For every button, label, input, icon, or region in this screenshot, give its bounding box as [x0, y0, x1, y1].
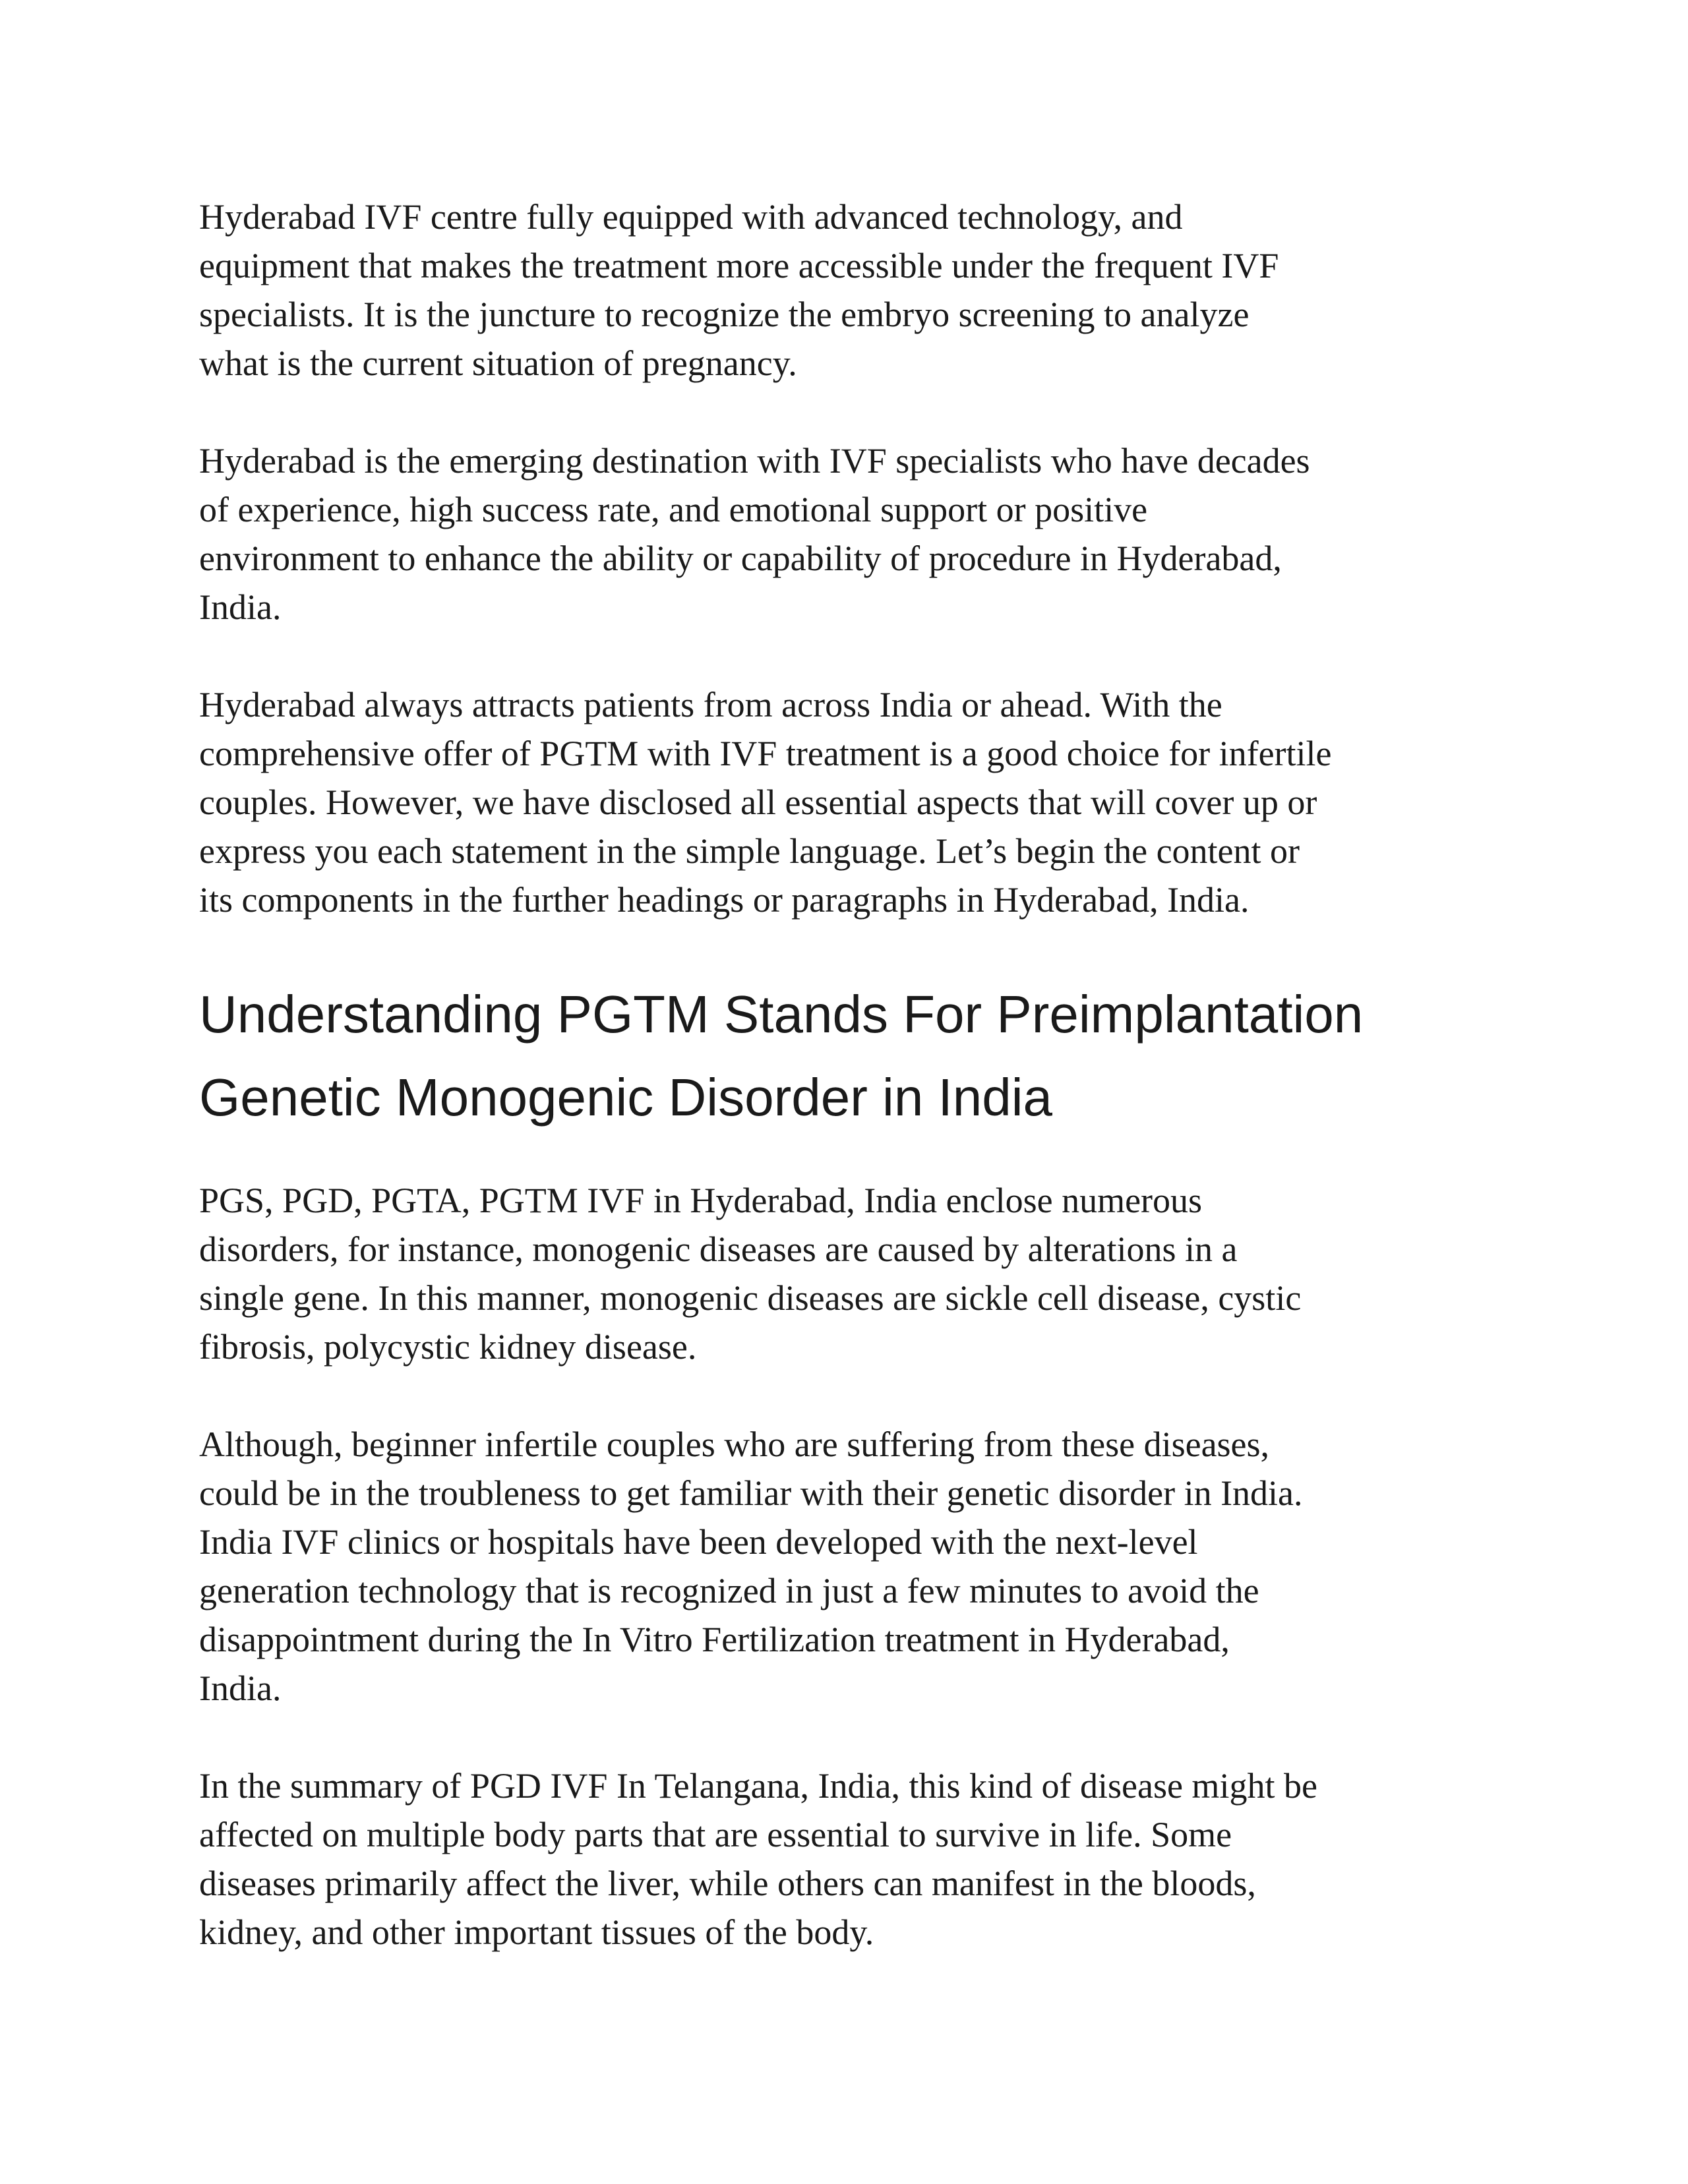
paragraph-ivf-centre: Hyderabad IVF centre fully equipped with advanced technology, and equipment that makes the treatment more accessible under the frequent IVF specialists. It is the juncture to recognize the embryo screening to analyze what is the current situation of pregnancy.: [199, 197, 1279, 383]
paragraph-attracts-patients: Hyderabad always attracts patients from across India or ahead. With the comprehensive offer of PGTM with IVF treatment is a good choice for infertile couples. However, we have disclosed all essential aspects that will cover up or express you each statement in the simple language. Let’s begin the content or its components in the further headings or paragraphs in Hyderabad, India.: [199, 685, 1332, 920]
document-content: [199, 192, 1492, 2005]
paragraph-infertile-couples: Although, beginner infertile couples who are suffering from these diseases, could be in the troubleness to get familiar with their genetic disorder in India. India IVF clinics or hospitals have been developed with the next-level generation technology that is recognized in just a few minutes to avoid the disappointment during the In Vitro Fertilization treatment in Hyderabad, India.: [199, 1425, 1303, 1708]
paragraph-summary-telangana: In the summary of PGD IVF In Telangana, India, this kind of disease might be affected on multiple body parts that are essential to survive in life. Some diseases primarily affect the liver, while others can manifest in the bloods, kidney, and other important tissues of the body.: [199, 1766, 1317, 1952]
paragraph-monogenic-disorders: PGS, PGD, PGTA, PGTM IVF in Hyderabad, India enclose numerous disorders, for instance, monogenic diseases are caused by alterations in a single gene. In this manner, monogenic diseases are sickle cell disease, cystic fibrosis, polycystic kidney disease.: [199, 1181, 1302, 1367]
paragraph-emerging-destination: Hyderabad is the emerging destination with IVF specialists who have decades of experience, high success rate, and emotional support or positive environment to enhance the ability or capability of procedure in Hyderabad, India.: [199, 441, 1310, 627]
section-heading: Understanding PGTM Stands For Preimplantation Genetic Monogenic Disorder in India: [199, 985, 1364, 1127]
